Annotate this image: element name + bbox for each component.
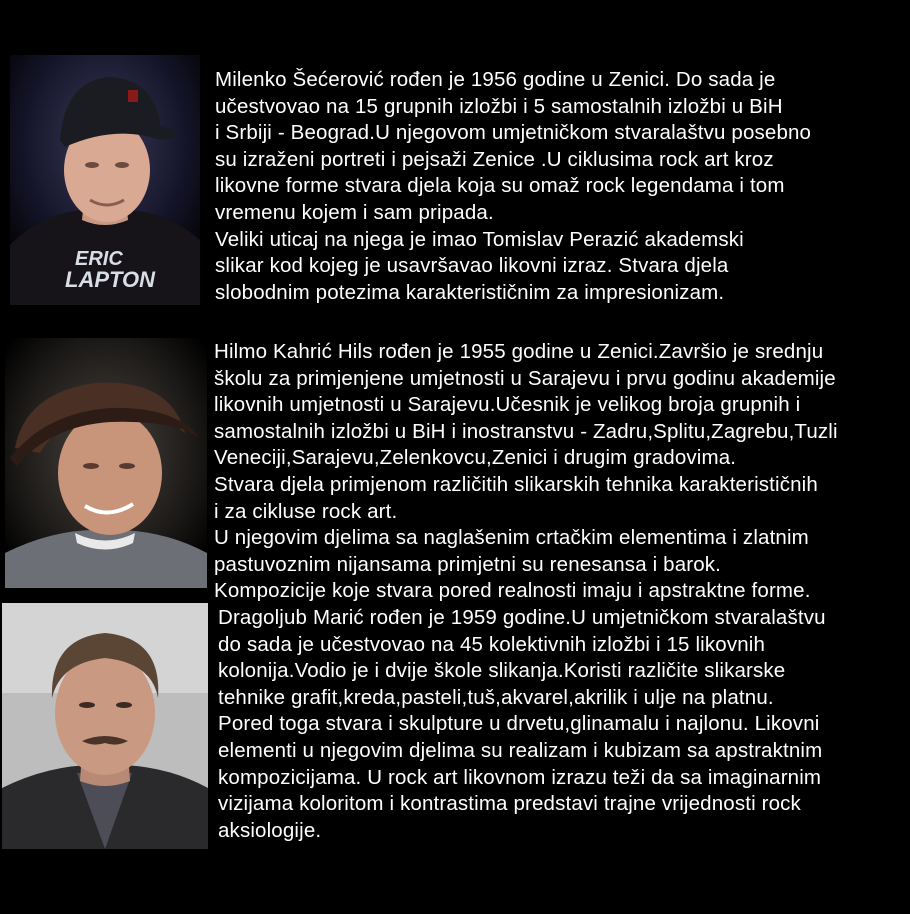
bio-line: Milenko Šećerović rođen je 1956 godine u Zenici. Do sada je	[215, 68, 776, 91]
bio-line: kompozicijama. U rock art likovnom izrazu teži da sa imaginarnim	[218, 765, 822, 789]
portrait-mustache-man-icon	[2, 603, 208, 849]
artist-bio-2	[214, 339, 838, 605]
artist-bio-1	[215, 67, 811, 306]
bio-line: i za cikluse rock art.	[214, 499, 398, 523]
bio-line: do sada je učestvovao na 45 kolektivnih izložbi i 15 likovnih	[218, 632, 766, 656]
bio-line: kolonija.Vodio je i dvije škole slikanja.Koristi različite slikarske	[218, 659, 786, 683]
bio-line: su izraženi portreti i pejsaži Zenice .U ciklusima rock art kroz	[215, 147, 774, 171]
portrait-hat-man-icon	[5, 338, 207, 588]
bio-line: Kompozicije koje stvara pored realnosti imaju i apstraktne forme.	[214, 579, 811, 603]
bio-line: samostalnih izložbi u BiH i inostranstvu - Zadru,Splitu,Zagrebu,Tuzli	[214, 419, 838, 443]
bio-line: slobodnim potezima karakterističnim za impresionizam.	[215, 280, 725, 304]
shirt-text-1: ERIC	[75, 248, 123, 270]
portrait-photo-2	[5, 338, 207, 588]
bio-line: likovne forme stvara djela koja su omaž rock legendama i tom	[215, 174, 785, 198]
bio-line: elementi u njegovim djelima su realizam i kubizam sa apstraktnim	[218, 738, 823, 762]
bio-line: likovnih umjetnosti u Sarajevu.Učesnik je velikog broja grupnih i	[214, 393, 801, 417]
portrait-photo-3	[2, 603, 208, 849]
bio-line: vizijama koloritom i kontrastima predstavi trajne vrijednosti rock	[218, 792, 801, 816]
portrait-photo-1	[10, 55, 200, 305]
bio-line: Veneciji,Sarajevu,Zelenkovcu,Zenici i drugim gradovima.	[214, 446, 737, 470]
bio-line: pastuvoznim nijansama primjetni su renesansa i barok.	[214, 552, 722, 576]
bio-line: i Srbiji - Beograd.U njegovom umjetničkom stvaralaštvu posebno	[215, 121, 812, 145]
bio-line: Veliki uticaj na njega je imao Tomislav Perazić akademski	[215, 227, 744, 251]
shirt-text-2: LAPTON	[65, 267, 156, 292]
bio-line: učestvovao na 15 grupnih izložbi i 5 samostalnih izložbi u BiH	[215, 94, 783, 118]
bio-line: aksiologije.	[218, 818, 322, 842]
bio-line: slikar kod kojeg je usavršavao likovni izraz. Stvara djela	[215, 254, 729, 278]
bio-line: tehnike grafit,kreda,pasteli,tuš,akvarel,akrilik i ulje na platnu.	[218, 685, 774, 709]
bio-line: Hilmo Kahrić Hils rođen je 1955 godine u Zenici.Završio je srednju	[214, 340, 824, 363]
bio-line: vremenu kojem i sam pripada.	[215, 200, 494, 224]
bio-line: U njegovim djelima sa naglašenim crtačkim elementima i zlatnim	[214, 526, 809, 550]
portrait-cap-man-icon	[10, 55, 200, 305]
bio-line: Pored toga stvara i skulpture u drvetu,glinamalu i najlonu. Likovni	[218, 712, 820, 736]
artist-bio-3	[218, 605, 826, 844]
bio-line: Dragoljub Marić rođen je 1959 godine.U umjetničkom stvaralaštvu	[218, 606, 826, 629]
bio-line: školu za primjenjene umjetnosti u Sarajevu i prvu godinu akademije	[214, 366, 836, 390]
bio-line: Stvara djela primjenom različitih slikarskih tehnika karakterističnih	[214, 472, 818, 496]
